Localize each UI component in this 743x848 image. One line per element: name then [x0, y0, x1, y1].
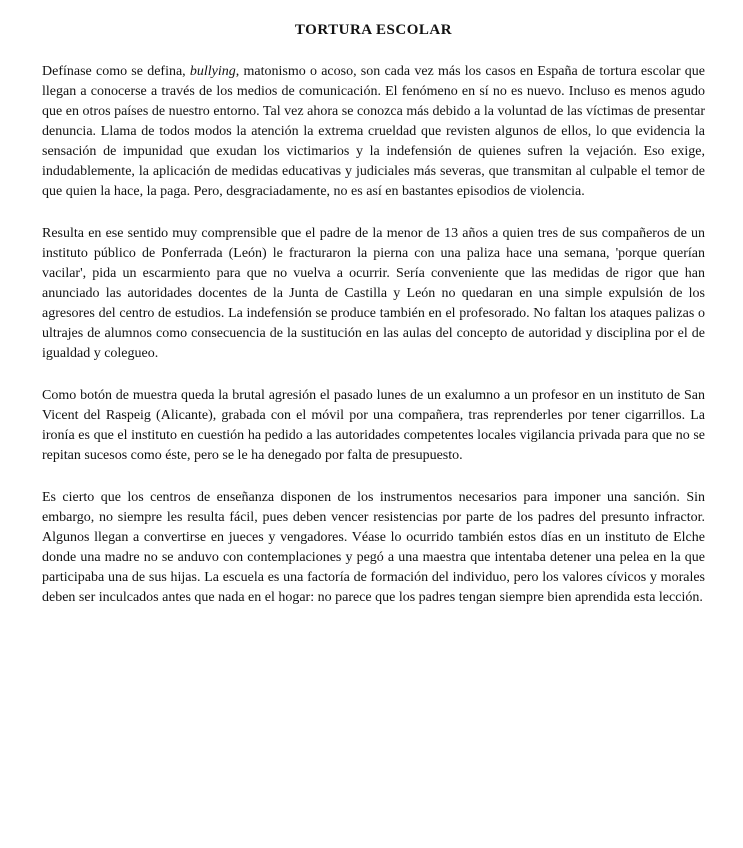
paragraph-1-rest: , matonismo o acoso, son cada vez más los casos en España de tortura escolar que llegan a conocerse a través de los medios de comunicación. El fenómeno en sí no es nuevo. Incluso es menos agudo que en otros países de nuestro entorno. Tal vez ahora se conozca más debido a la voluntad de las víctimas de presentar denuncia. Llama de todos modos la atención la extrema crueldad que revisten algunos de ellos, lo que evidencia la sensación de impunidad que exudan los victimarios y la indefensión de quienes sufren la vejación. Eso exige, indudablemente, la aplicación de medidas educativas y judiciales más severas, que transmitan al culpable el temor de que quien la hace, la paga. Pero, desgraciadamente, no es así en bastantes episodios de violencia.: [42, 64, 706, 199]
paragraph-4: [42, 488, 705, 608]
paragraph-1-lead: Defínase como se defina,: [42, 64, 190, 79]
paragraph-3-text: Como botón de muestra queda la brutal agresión el pasado lunes de un exalumno a un profesor en un instituto de San Vicent del Raspeig (Alicante), grabada con el móvil por una compañera, tras reprenderles por tener cigarrillos. La ironía es que el instituto en cuestión ha pedido a las autoridades competentes locales vigilancia privada para que no se repitan sucesos como éste, pero se le ha denegado por falta de presupuesto.: [42, 388, 705, 463]
paragraph-2-text: Resulta en ese sentido muy comprensible que el padre de la menor de 13 años a quien tres de sus compañeros de un instituto público de Ponferrada (León) le fracturaron la pierna con una paliza hace una semana, 'porque querían vacilar', pida un escarmiento para que no vuelva a ocurrir. Sería conveniente que las medidas de rigor que han anunciado las autoridades docentes de la Junta de Castilla y León no quedaran en una simple expulsión de los agresores del centro de estudios. La indefensión se produce también en el profesorado. No faltan los ataques palizas o ultrajes de alumnos como consecuencia de la sustitución en las aulas del concepto de autoridad y disciplina por el de igualdad y colegueo.: [42, 226, 705, 361]
paragraph-1-term: bullying: [189, 64, 236, 79]
paragraph-2: [42, 224, 705, 364]
paragraph-3: [42, 386, 705, 466]
paragraph-4-text: Es cierto que los centros de enseñanza disponen de los instrumentos necesarios para imponer una sanción. Sin embargo, no siempre les resulta fácil, pues deben vencer resistencias por parte de los padres del presunto infractor. Algunos llegan a convertirse en jueces y vengadores. Véase lo ocurrido también estos días en un instituto de Elche donde una madre no se anduvo con contemplaciones y pegó a una maestra que intentaba detener una pelea en la que participaba una de sus hijas. La escuela es una factoría de formación del individuo, pero los valores cívicos y morales deben ser inculcados antes que nada en el hogar: no parece que los padres tengan siempre bien aprendida esta lección.: [42, 490, 705, 605]
page-title: TORTURA ESCOLAR: [294, 22, 453, 38]
paragraph-1: [42, 62, 705, 202]
